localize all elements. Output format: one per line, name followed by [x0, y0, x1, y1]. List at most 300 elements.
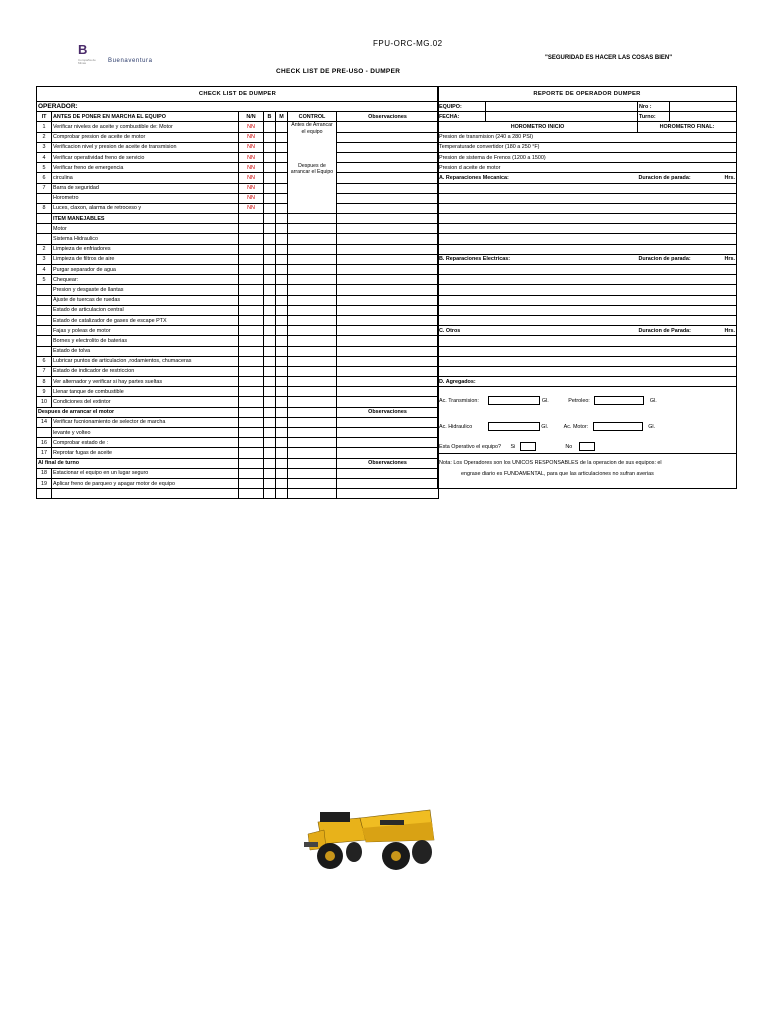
nn-cell: [239, 458, 264, 468]
mecanica-row: [438, 234, 737, 244]
m-cell[interactable]: [276, 122, 288, 132]
checklist-row: [37, 397, 439, 407]
checklist-row: [37, 152, 439, 162]
desc-cell: [52, 489, 239, 499]
m-cell[interactable]: [276, 489, 288, 499]
item-number: 2: [37, 244, 52, 254]
ac-transmision-box[interactable]: [488, 396, 540, 405]
observaciones-cell[interactable]: [337, 163, 439, 173]
observaciones-cell[interactable]: [337, 234, 439, 244]
b-cell[interactable]: [264, 173, 276, 183]
nota-cell: [438, 454, 737, 489]
equipo-label: EQUIPO:: [438, 102, 486, 112]
electricas-row: [438, 265, 737, 275]
observaciones-cell[interactable]: [337, 346, 439, 356]
hrs-label: Hrs.: [724, 174, 736, 181]
m-cell[interactable]: [276, 295, 288, 305]
horometro-inicio-label: HOROMETRO INICIO: [438, 122, 638, 132]
m-cell[interactable]: [276, 244, 288, 254]
observaciones-cell[interactable]: [337, 478, 439, 488]
item-description: Verificar freno de emergencia: [52, 163, 239, 173]
nn-cell[interactable]: NN: [239, 183, 264, 193]
observaciones-cell[interactable]: [337, 417, 439, 427]
checklist-row: [37, 163, 439, 173]
observaciones-header: Observaciones: [337, 458, 439, 468]
item-description: Reprotar fugas de aceite: [52, 448, 239, 458]
b-cell[interactable]: [264, 244, 276, 254]
control-cell[interactable]: [288, 468, 337, 478]
mecanica-row: [438, 224, 737, 234]
pressure-label: Presion d aceite de motor: [438, 163, 737, 173]
m-cell[interactable]: [276, 448, 288, 458]
electricas-line[interactable]: [438, 305, 737, 315]
checklist-row: [37, 387, 439, 397]
m-cell[interactable]: [276, 315, 288, 325]
b-cell[interactable]: [264, 132, 276, 142]
m-cell[interactable]: [276, 428, 288, 438]
item-description: Horometro: [52, 193, 239, 203]
operator-report-table: [437, 86, 737, 489]
item-description: Fajas y poleas de motor: [52, 326, 239, 336]
item-number: 6: [37, 356, 52, 366]
si-label: Si: [510, 443, 516, 450]
rep-otros-duracion: [638, 326, 737, 336]
observaciones-cell[interactable]: [337, 377, 439, 387]
m-cell[interactable]: [276, 193, 288, 203]
nn-cell[interactable]: [239, 285, 264, 295]
observaciones-cell[interactable]: [337, 315, 439, 325]
b-cell[interactable]: [264, 193, 276, 203]
nn-cell[interactable]: [239, 489, 264, 499]
item-description: Verificacion nivel y presion de aceite de transmision: [52, 142, 239, 152]
b-cell[interactable]: [264, 336, 276, 346]
m-cell[interactable]: [276, 203, 288, 213]
b-cell[interactable]: [264, 356, 276, 366]
nn-cell[interactable]: [239, 417, 264, 427]
observaciones-cell[interactable]: [337, 173, 439, 183]
m-cell[interactable]: [276, 366, 288, 376]
checklist-row: [37, 193, 439, 203]
m-cell[interactable]: [276, 468, 288, 478]
item-description: Motor: [52, 224, 239, 234]
checklist-row: [37, 478, 439, 488]
nro-field[interactable]: [670, 102, 737, 112]
control-cell[interactable]: [288, 366, 337, 376]
electricas-row: [438, 285, 737, 295]
gl-label: Gl.: [648, 423, 656, 430]
m-cell[interactable]: [276, 397, 288, 407]
nn-cell[interactable]: [239, 478, 264, 488]
item-number: [37, 346, 52, 356]
nn-cell[interactable]: [239, 305, 264, 315]
m-cell[interactable]: [276, 305, 288, 315]
m-cell[interactable]: [276, 285, 288, 295]
b-cell[interactable]: [264, 366, 276, 376]
checklist-row: [37, 173, 439, 183]
nn-cell[interactable]: [239, 315, 264, 325]
item-description: Llenar tanque de combustible: [52, 387, 239, 397]
electricas-line[interactable]: [438, 315, 737, 325]
b-cell[interactable]: [264, 326, 276, 336]
observaciones-cell[interactable]: [337, 203, 439, 213]
control-cell[interactable]: [288, 285, 337, 295]
b-cell[interactable]: [264, 203, 276, 213]
section-despues-label: Despues de arrancar el motor: [37, 407, 239, 417]
nn-cell[interactable]: [239, 387, 264, 397]
m-cell[interactable]: [276, 173, 288, 183]
nn-cell[interactable]: [239, 244, 264, 254]
item-description: Comprobar estado de :: [52, 438, 239, 448]
item-description: Purgar separador de agua: [52, 265, 239, 275]
b-cell[interactable]: [264, 387, 276, 397]
m-cell[interactable]: [276, 478, 288, 488]
observaciones-cell[interactable]: [337, 356, 439, 366]
m-cell[interactable]: [276, 438, 288, 448]
observaciones-cell[interactable]: [337, 397, 439, 407]
nn-cell[interactable]: [239, 448, 264, 458]
gl-label: Gl.: [541, 397, 549, 404]
control-cell[interactable]: [288, 295, 337, 305]
otros-line[interactable]: [438, 356, 737, 366]
pressure-row: [438, 163, 737, 173]
ac-hidraulico-label: Ac. Hidraulico: [439, 423, 473, 430]
observaciones-header: Observaciones: [337, 407, 439, 417]
nn-cell[interactable]: [239, 224, 264, 234]
ac-transmision-label: Ac. Transmision:: [439, 397, 479, 404]
nn-cell[interactable]: [239, 336, 264, 346]
m-cell[interactable]: [276, 417, 288, 427]
observaciones-cell[interactable]: [337, 254, 439, 264]
si-checkbox[interactable]: [520, 442, 536, 451]
m-cell[interactable]: [276, 377, 288, 387]
item-number: 4: [37, 152, 52, 162]
m-cell[interactable]: [276, 356, 288, 366]
nn-cell[interactable]: [239, 275, 264, 285]
electricas-line[interactable]: [438, 285, 737, 295]
item-description: Sistema Hidraulico: [52, 234, 239, 244]
observaciones-cell[interactable]: [337, 295, 439, 305]
b-cell[interactable]: [264, 214, 276, 224]
otros-row: [438, 346, 737, 356]
control-cell[interactable]: [288, 305, 337, 315]
nn-cell[interactable]: NN: [239, 152, 264, 162]
nota-line-2: engrase diario es FUNDAMENTAL, para que las articulaciones no sufran averias: [461, 471, 654, 478]
control-cell[interactable]: [288, 326, 337, 336]
b-cell[interactable]: [264, 254, 276, 264]
checklist-row: [37, 438, 439, 448]
observaciones-cell[interactable]: [337, 193, 439, 203]
pressure-row: [438, 152, 737, 162]
item-number: [37, 315, 52, 325]
checklist-row: [37, 265, 439, 275]
b-cell[interactable]: [264, 265, 276, 275]
m-cell[interactable]: [276, 387, 288, 397]
nn-cell[interactable]: [239, 214, 264, 224]
nn-cell[interactable]: [239, 397, 264, 407]
observaciones-cell[interactable]: [337, 224, 439, 234]
item-number: [37, 295, 52, 305]
hrs-label: Hrs.: [724, 256, 736, 263]
item-description: Ajuste de tuercas de ruedas: [52, 295, 239, 305]
nn-cell[interactable]: [239, 377, 264, 387]
mecanica-line[interactable]: [438, 214, 737, 224]
nn-cell[interactable]: [239, 356, 264, 366]
mecanica-line[interactable]: [438, 203, 737, 213]
nn-cell[interactable]: [239, 326, 264, 336]
nn-cell[interactable]: [239, 346, 264, 356]
control-cell[interactable]: [288, 438, 337, 448]
nn-cell[interactable]: [239, 366, 264, 376]
company-logo: [78, 42, 153, 68]
otros-row: [438, 356, 737, 366]
control-cell[interactable]: [288, 387, 337, 397]
b-cell[interactable]: [264, 397, 276, 407]
nn-cell[interactable]: [239, 265, 264, 275]
mecanica-line[interactable]: [438, 244, 737, 254]
duracion-label: Duracion de Parada:: [638, 327, 691, 334]
observaciones-cell[interactable]: [337, 275, 439, 285]
m-cell[interactable]: [276, 183, 288, 193]
control-cell[interactable]: [288, 224, 337, 234]
control-cell[interactable]: [288, 214, 337, 224]
control-cell[interactable]: [288, 265, 337, 275]
item-number: 6: [37, 173, 52, 183]
otros-line[interactable]: [438, 366, 737, 376]
no-checkbox[interactable]: [579, 442, 595, 451]
item-number: [37, 234, 52, 244]
observaciones-cell[interactable]: [337, 142, 439, 152]
col-b: B: [264, 112, 276, 122]
observaciones-cell[interactable]: [337, 336, 439, 346]
nn-cell[interactable]: NN: [239, 122, 264, 132]
control-cell[interactable]: [288, 275, 337, 285]
pressure-row: [438, 142, 737, 152]
b-cell[interactable]: [264, 315, 276, 325]
b-cell[interactable]: [264, 275, 276, 285]
equipo-field[interactable]: [486, 102, 638, 112]
observaciones-cell[interactable]: [337, 489, 439, 499]
fecha-field[interactable]: [486, 112, 638, 122]
m-cell[interactable]: [276, 336, 288, 346]
item-number: 19: [37, 478, 52, 488]
nota-line-1: Nota: Los Operadores son los UNICOS RESPONSABLES de la operacion de sus equipos: el: [439, 460, 662, 467]
nn-cell[interactable]: [239, 438, 264, 448]
electricas-line[interactable]: [438, 295, 737, 305]
b-cell[interactable]: [264, 142, 276, 152]
m-cell[interactable]: [276, 214, 288, 224]
control-cell[interactable]: [288, 397, 337, 407]
control-cell[interactable]: [288, 346, 337, 356]
b-cell[interactable]: [264, 285, 276, 295]
nn-cell[interactable]: [239, 428, 264, 438]
item-description: Verificar operatividad freno de servicio: [52, 152, 239, 162]
control-cell[interactable]: [288, 336, 337, 346]
observaciones-cell[interactable]: [337, 152, 439, 162]
control-cell[interactable]: [288, 315, 337, 325]
control-cell[interactable]: [288, 478, 337, 488]
nn-cell[interactable]: [239, 234, 264, 244]
nro-label: Nro :: [638, 102, 670, 112]
observaciones-cell[interactable]: [337, 438, 439, 448]
observaciones-cell[interactable]: [337, 285, 439, 295]
pressure-row: [438, 132, 737, 142]
m-cell[interactable]: [276, 326, 288, 336]
b-cell[interactable]: [264, 122, 276, 132]
observaciones-cell[interactable]: [337, 448, 439, 458]
m-cell[interactable]: [276, 163, 288, 173]
mecanica-line[interactable]: [438, 224, 737, 234]
b-cell[interactable]: [264, 234, 276, 244]
checklist-row: [37, 346, 439, 356]
item-number: 5: [37, 275, 52, 285]
observaciones-cell[interactable]: [337, 366, 439, 376]
control-cell[interactable]: [288, 234, 337, 244]
b-cell: [264, 407, 276, 417]
otros-line[interactable]: [438, 346, 737, 356]
control-cell[interactable]: [288, 417, 337, 427]
control-cell[interactable]: [288, 428, 337, 438]
b-cell[interactable]: [264, 295, 276, 305]
observaciones-cell[interactable]: [337, 244, 439, 254]
item-number: 18: [37, 468, 52, 478]
nn-cell[interactable]: NN: [239, 203, 264, 213]
item-description: Chequear:: [52, 275, 239, 285]
electricas-line[interactable]: [438, 265, 737, 275]
b-cell[interactable]: [264, 428, 276, 438]
control-cell[interactable]: [288, 489, 337, 499]
nn-cell[interactable]: NN: [239, 142, 264, 152]
checklist-row: [37, 254, 439, 264]
checklist-row: [37, 224, 439, 234]
m-cell[interactable]: [276, 132, 288, 142]
observaciones-cell[interactable]: [337, 122, 439, 132]
control-cell[interactable]: [288, 244, 337, 254]
petroleo-label: Petroleo:: [568, 397, 590, 404]
b-cell[interactable]: [264, 224, 276, 234]
observaciones-cell[interactable]: [337, 468, 439, 478]
safety-motto: "SEGURIDAD ES HACER LAS COSAS BIEN": [545, 55, 673, 61]
ac-hidraulico-box[interactable]: [488, 422, 540, 431]
item-description: Verificar fucnionamiento de selector de marcha: [52, 417, 239, 427]
b-cell[interactable]: [264, 377, 276, 387]
item-number: 8: [37, 203, 52, 213]
observaciones-cell[interactable]: [337, 132, 439, 142]
nn-cell[interactable]: NN: [239, 163, 264, 173]
m-cell[interactable]: [276, 224, 288, 234]
rep-mecanica-duracion: [638, 173, 737, 183]
turno-field[interactable]: [670, 112, 737, 122]
rep-otros-label: C. Otros: [438, 326, 638, 336]
checklist-heading: CHECK LIST DE DUMPER: [37, 87, 439, 102]
control-cell[interactable]: [288, 356, 337, 366]
ac-motor-box[interactable]: [593, 422, 643, 431]
control-cell[interactable]: [288, 254, 337, 264]
nn-cell[interactable]: [239, 295, 264, 305]
m-cell[interactable]: [276, 142, 288, 152]
item-number: [37, 285, 52, 295]
checklist-row: [37, 234, 439, 244]
observaciones-cell[interactable]: [337, 326, 439, 336]
item-description: circulina: [52, 173, 239, 183]
checklist-row: [37, 295, 439, 305]
b-cell[interactable]: [264, 417, 276, 427]
b-cell[interactable]: [264, 305, 276, 315]
nn-cell[interactable]: [239, 468, 264, 478]
item-description: Lubricar puntos de articulacion ,rodamientos, chumaceras: [52, 356, 239, 366]
petroleo-box[interactable]: [594, 396, 644, 405]
item-number: 17: [37, 448, 52, 458]
b-cell[interactable]: [264, 448, 276, 458]
rep-electricas-label: B. Reparaciones Electricas:: [438, 254, 638, 264]
observaciones-cell[interactable]: [337, 214, 439, 224]
b-cell[interactable]: [264, 468, 276, 478]
agregados-label: D. Agregados:: [438, 377, 737, 387]
b-cell[interactable]: [264, 489, 276, 499]
m-cell[interactable]: [276, 234, 288, 244]
logo-name: Buenaventura: [108, 58, 153, 64]
operativo-label: Esta Operativo el equipo?: [439, 443, 502, 450]
checklist-row: [37, 428, 439, 438]
mecanica-row: [438, 244, 737, 254]
control-cell[interactable]: [288, 448, 337, 458]
nn-cell[interactable]: [239, 254, 264, 264]
item-number: [37, 428, 52, 438]
b-cell[interactable]: [264, 163, 276, 173]
observaciones-cell[interactable]: [337, 265, 439, 275]
m-cell[interactable]: [276, 346, 288, 356]
duracion-label: Duracion de parada:: [638, 256, 691, 263]
mecanica-line[interactable]: [438, 193, 737, 203]
gl-label: Gl.: [541, 423, 549, 430]
col-nn: N/N: [239, 112, 264, 122]
m-cell[interactable]: [276, 254, 288, 264]
document-code: FPU-ORC-MG.02: [373, 39, 443, 48]
item-number: 4: [37, 265, 52, 275]
b-cell[interactable]: [264, 183, 276, 193]
observaciones-cell[interactable]: [337, 428, 439, 438]
duracion-label: Duracion de parada:: [638, 174, 691, 181]
mecanica-line[interactable]: [438, 234, 737, 244]
checklist-row: [37, 336, 439, 346]
item-description: Estado de indicador de restriccion: [52, 366, 239, 376]
rep-mecanica-label: A. Reparaciones Mecanica:: [438, 173, 638, 183]
electricas-row: [438, 305, 737, 315]
b-cell[interactable]: [264, 346, 276, 356]
mecanica-row: [438, 193, 737, 203]
m-cell[interactable]: [276, 275, 288, 285]
electricas-line[interactable]: [438, 275, 737, 285]
b-cell[interactable]: [264, 152, 276, 162]
observaciones-cell[interactable]: [337, 183, 439, 193]
mecanica-line[interactable]: [438, 183, 737, 193]
m-cell[interactable]: [276, 265, 288, 275]
nn-cell[interactable]: NN: [239, 173, 264, 183]
nn-cell[interactable]: NN: [239, 193, 264, 203]
truck-body: [304, 810, 434, 850]
observaciones-cell[interactable]: [337, 387, 439, 397]
nn-cell: [239, 407, 264, 417]
m-cell[interactable]: [276, 152, 288, 162]
otros-line[interactable]: [438, 336, 737, 346]
col-desc: ANTES DE PONER EN MARCHA EL EQUIPO: [52, 112, 239, 122]
nn-cell[interactable]: NN: [239, 132, 264, 142]
control-cell[interactable]: [288, 377, 337, 387]
b-cell[interactable]: [264, 438, 276, 448]
b-cell[interactable]: [264, 478, 276, 488]
item-number: 3: [37, 142, 52, 152]
otros-row: [438, 336, 737, 346]
observaciones-cell[interactable]: [337, 305, 439, 315]
